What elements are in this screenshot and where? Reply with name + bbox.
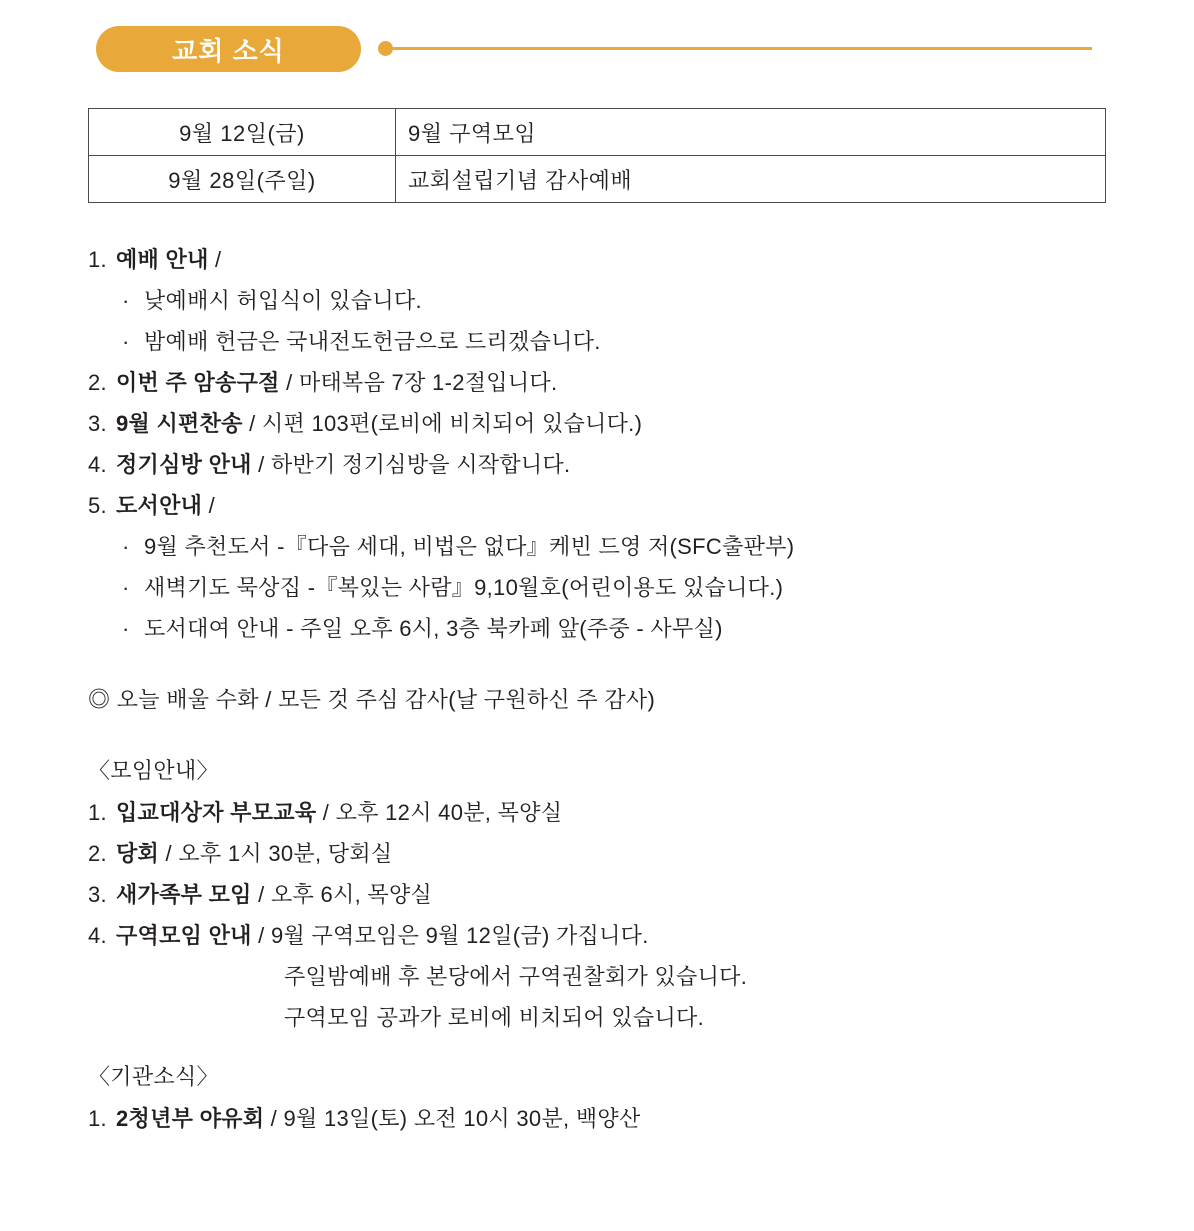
meeting-item-number: 1. (88, 800, 107, 825)
meeting-item-number: 2. (88, 841, 107, 866)
spacer (88, 730, 1148, 760)
table-cell-date: 9월 12일(금) (89, 109, 396, 156)
table-cell-description: 교회설립기념 감사예배 (396, 156, 1106, 203)
meeting-item-3 (88, 884, 1148, 906)
decorative-dot-icon (378, 41, 393, 56)
notice-item-1-sub-1 (122, 290, 1148, 312)
notice-subitem-text: 새벽기도 묵상집 -『복있는 사람』9,10월호(어린이용도 있습니다.) (144, 575, 784, 600)
notice-item-label: 이번 주 암송구절 (116, 370, 280, 395)
notice-item-text: / (202, 493, 216, 518)
organizations-section-title: 〈기관소식〉 (88, 1064, 219, 1089)
notice-item-1 (88, 249, 1148, 271)
meeting-item-label: 입교대상자 부모교육 (116, 800, 317, 825)
meeting-item-text: / 9월 구역모임은 9월 12일(금) 가집니다. (251, 923, 649, 948)
page-header (0, 0, 1194, 80)
meeting-item-number: 4. (88, 923, 107, 948)
spacer (88, 1048, 1148, 1066)
organization-item-number: 1. (88, 1106, 107, 1131)
notice-item-5-sub-3 (122, 618, 1148, 640)
notice-item-number: 1. (88, 247, 107, 272)
meeting-item-text: / 오후 1시 30분, 당회실 (159, 841, 393, 866)
section-badge (96, 26, 361, 72)
bullet-dot-icon: · (122, 534, 130, 559)
section-badge-label: 교회 소식 (172, 35, 285, 66)
notice-item-3 (88, 413, 1148, 435)
notice-item-text: / 마태복음 7장 1-2절입니다. (279, 370, 558, 395)
bullet-dot-icon: · (122, 616, 130, 641)
meeting-item-2 (88, 843, 1148, 865)
notice-item-number: 4. (88, 452, 107, 477)
table-row (89, 156, 1106, 203)
notice-subitem-text: 낮예배시 허입식이 있습니다. (144, 288, 422, 313)
notice-item-1-sub-2 (122, 331, 1148, 353)
notice-item-text: / (208, 247, 222, 272)
meeting-item-label: 구역모임 안내 (116, 923, 252, 948)
bullet-dot-icon: · (122, 329, 130, 354)
notice-subitem-text: 도서대여 안내 - 주일 오후 6시, 3층 북카페 앞(주중 - 사무실) (144, 616, 723, 641)
schedule-table (88, 108, 1106, 203)
notice-item-number: 2. (88, 370, 107, 395)
table-row (89, 109, 1106, 156)
sign-language-notice: ◎ 오늘 배울 수화 / 모든 것 주심 감사(날 구원하신 주 감사) (88, 687, 656, 712)
bullet-dot-icon: · (122, 288, 130, 313)
meetings-section-title: 〈모임안내〉 (88, 758, 219, 783)
notice-item-label: 예배 안내 (116, 247, 209, 272)
notice-item-5-sub-1 (122, 536, 1148, 558)
notice-item-label: 9월 시편찬송 (116, 411, 243, 436)
organization-item-text: / 9월 13일(토) 오전 10시 30분, 백양산 (264, 1106, 641, 1131)
meeting-item-text: / 오후 6시, 목양실 (251, 882, 433, 907)
meeting-item-number: 3. (88, 882, 107, 907)
meeting-item-4 (88, 925, 1148, 947)
meeting-item-text: / 오후 12시 40분, 목양실 (316, 800, 563, 825)
table-cell-date: 9월 28일(주일) (89, 156, 396, 203)
organization-item-label: 2청년부 야유회 (116, 1106, 265, 1131)
notice-subitem-text: 9월 추천도서 -『다음 세대, 비법은 없다』케빈 드영 저(SFC출판부) (144, 534, 795, 559)
notice-item-5 (88, 495, 1148, 517)
notice-subitem-text: 밤예배 헌금은 국내전도헌금으로 드리겠습니다. (144, 329, 601, 354)
schedule-table-wrapper (88, 108, 1106, 203)
header-divider (392, 47, 1092, 50)
table-cell-description: 9월 구역모임 (396, 109, 1106, 156)
organization-item-1 (88, 1108, 1148, 1130)
notice-item-number: 3. (88, 411, 107, 436)
spacer (88, 659, 1148, 689)
notice-item-label: 정기심방 안내 (116, 452, 252, 477)
meeting-item-label: 새가족부 모임 (116, 882, 252, 907)
notice-item-text: / 시편 103편(로비에 비치되어 있습니다.) (242, 411, 643, 436)
notice-item-2 (88, 372, 1148, 394)
notice-item-5-sub-2 (122, 577, 1148, 599)
bullet-dot-icon: · (122, 575, 130, 600)
notice-item-number: 5. (88, 493, 107, 518)
meeting-item-label: 당회 (116, 841, 160, 866)
meeting-item-4-line-3: 구역모임 공과가 로비에 비치되어 있습니다. (284, 1005, 704, 1030)
meeting-item-1 (88, 802, 1148, 824)
notice-item-text: / 하반기 정기심방을 시작합니다. (251, 452, 571, 477)
bulletin-body (88, 249, 1148, 1130)
notice-item-4 (88, 454, 1148, 476)
notice-item-label: 도서안내 (116, 493, 203, 518)
meeting-item-4-line-2: 주일밤예배 후 본당에서 구역권찰회가 있습니다. (284, 964, 748, 989)
